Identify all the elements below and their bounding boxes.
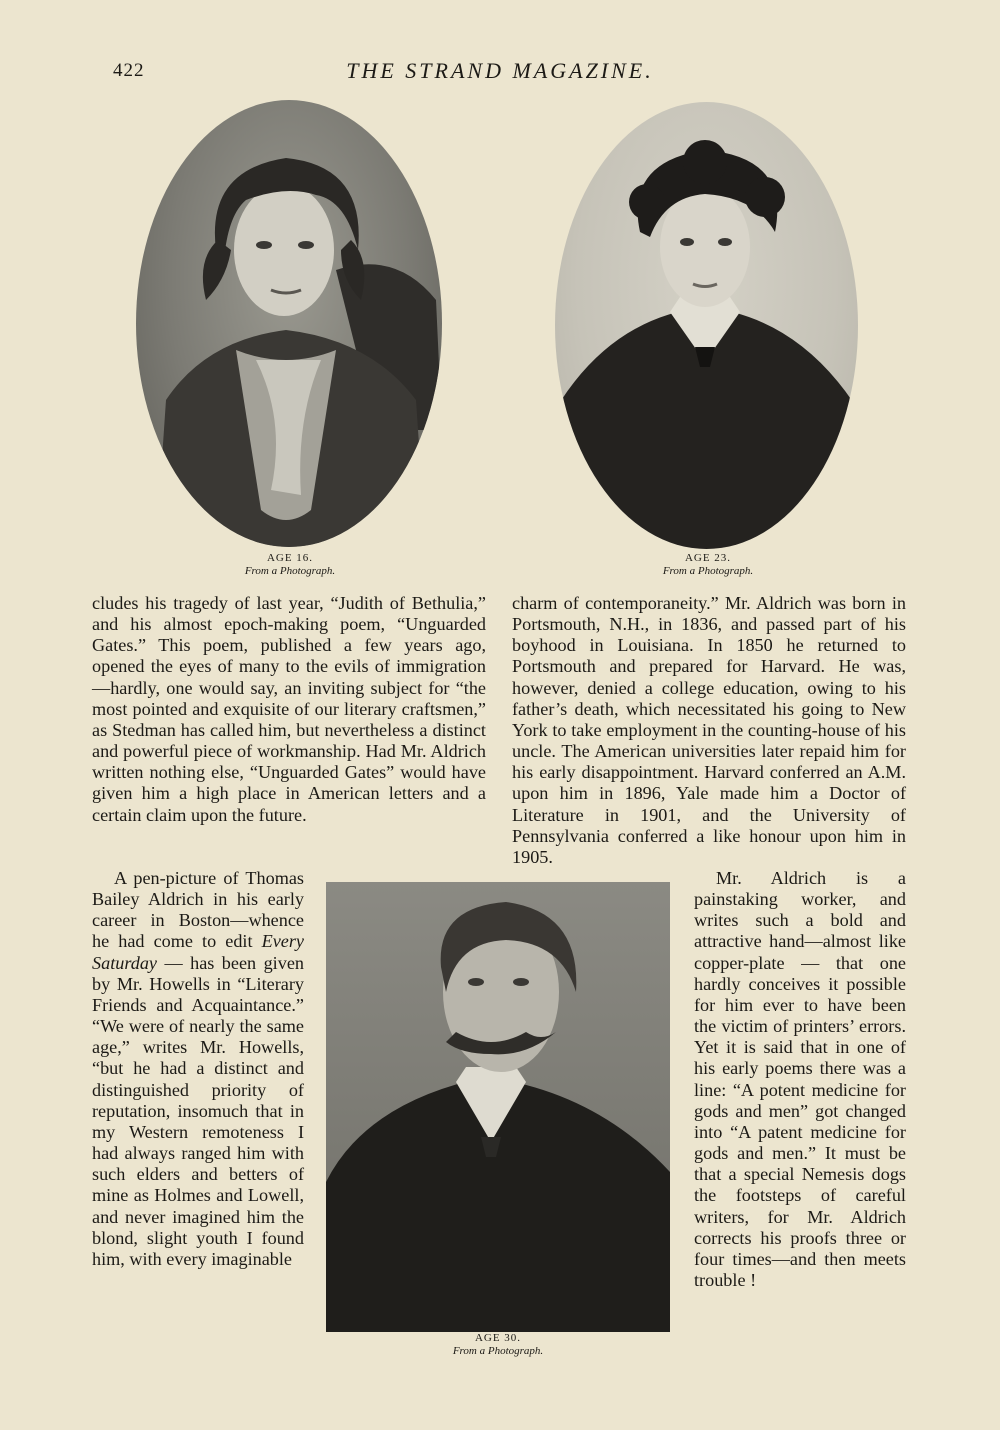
portrait-age-23 bbox=[555, 102, 858, 549]
magazine-title: Every Saturday bbox=[92, 931, 304, 973]
caption-source: From a Photograph. bbox=[662, 565, 754, 577]
caption-source: From a Photograph. bbox=[244, 565, 336, 577]
caption-age-23 bbox=[608, 552, 808, 578]
text-run: — has been given by Mr. Howells in “Literary Friends and Acquaintance.” “We were of nearly the same age,” writes Mr. Howells, “but he had a distinct and distinguished priority of reputation, insomuch that in my Western remoteness I had always ranged him with such elders and betters of mine as Holmes and Lowell, and never imagined him the blond, slight youth I found him, with every imaginable bbox=[92, 952, 304, 1269]
paragraph: cludes his tragedy of last year, “Judith of Bethulia,” and his almost epoch-making poem, “Unguarded Gates.” This poem, published a few years ago, opened the eyes of many to the evils of immigration—hardly, one would say, an inviting subject for “the most pointed and exquisite of our literary craftsmen,” as Stedman has called him, but nevertheless a distinct and powerful piece of workmanship. Had Mr. Aldrich written nothing else, “Unguarded Gates” would have given him a high place in American letters and a certain claim upon the future. bbox=[92, 593, 486, 825]
paragraph: charm of contemporaneity.” Mr. Aldrich was born in Portsmouth, N.H., in 1836, and passed part of his boyhood in Louisiana. In 1850 he returned to Portsmouth and prepared for Harvard. He was, however, denied a college education, owing to his father’s death, which necessitated his going to New York to take employment in the counting-house of his uncle. The American universities later repaid him for his early disappointment. Harvard conferred an A.M. upon him in 1896, Yale made him a Doctor of Literature in 1901, and the University of Pennsylvania conferred a like honour upon him in 1905. bbox=[512, 593, 906, 867]
portrait-age-16 bbox=[136, 100, 442, 547]
portrait-age-30-illustration bbox=[326, 882, 670, 1332]
caption-age: AGE 23. bbox=[684, 552, 732, 564]
text-column-left-bottom bbox=[92, 868, 304, 1270]
running-title: THE STRAND MAGAZINE. bbox=[346, 58, 654, 83]
text-column-right-bottom bbox=[694, 868, 906, 1291]
paragraph bbox=[92, 868, 304, 1270]
portrait-age-30 bbox=[326, 882, 670, 1332]
page-header bbox=[0, 58, 1000, 88]
text-column-right-top bbox=[512, 593, 906, 868]
paragraph: Mr. Aldrich is a painstaking worker, and writes such a bold and attractive hand—almost like copper-plate — that one hardly conceives it possible for him ever to have been the victim of printers’ errors. Yet it is said that in one of his early poems there was a line: “A potent medicine for gods and men” got changed into “A patent medicine for gods and men.” It must be that a special Nemesis dogs the footsteps of careful writers, for Mr. Aldrich corrects his proofs three or four times—and then meets trouble ! bbox=[694, 868, 906, 1290]
caption-age: AGE 30. bbox=[474, 1332, 522, 1344]
caption-age-30 bbox=[398, 1332, 598, 1358]
caption-age: AGE 16. bbox=[266, 552, 314, 564]
portrait-age-23-illustration bbox=[555, 102, 858, 549]
portrait-age-16-illustration bbox=[136, 100, 442, 547]
text-run: A pen-picture of Thomas Bailey Aldrich in his early career in Boston—whence he had come to edit bbox=[92, 868, 304, 952]
caption-source: From a Photograph. bbox=[452, 1345, 544, 1357]
caption-age-16 bbox=[190, 552, 390, 578]
page-number: 422 bbox=[113, 60, 145, 81]
text-column-left-top bbox=[92, 593, 486, 826]
